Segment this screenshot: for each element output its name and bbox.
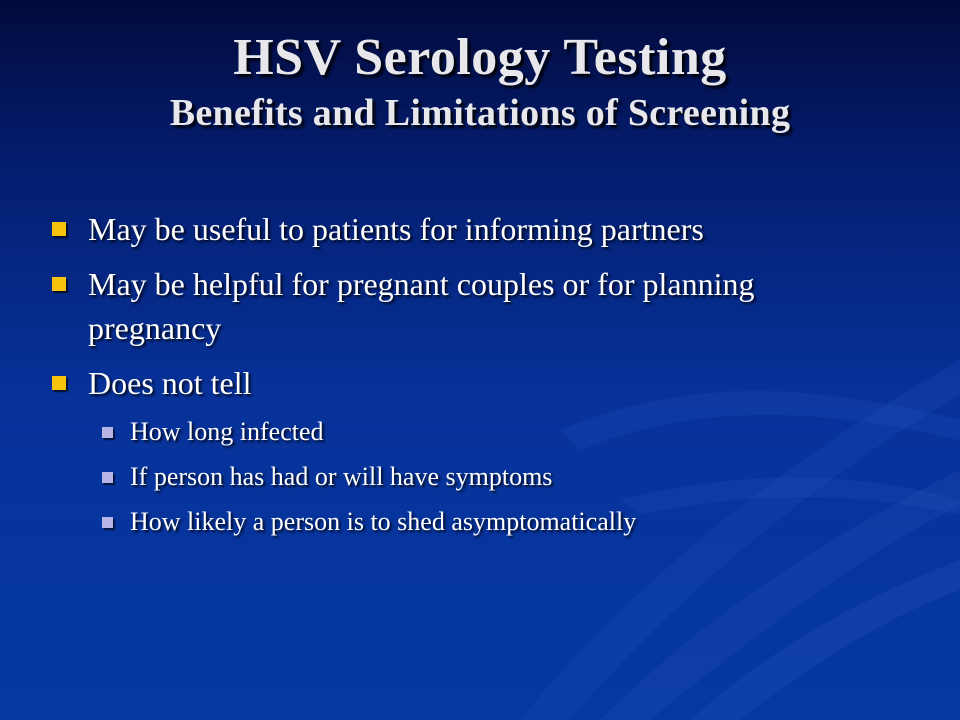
sub-bullet-marker xyxy=(102,472,113,483)
bullet-item-1: May be useful to patients for informing partners xyxy=(88,211,704,247)
slide-subtitle: Benefits and Limitations of Screening xyxy=(169,92,791,134)
bullet-marker xyxy=(52,376,66,390)
sub-bullet-item-1: How long infected xyxy=(130,417,324,446)
sub-bullet-marker xyxy=(102,517,113,528)
bullet-item-3: Does not tell xyxy=(88,365,252,401)
bullet-item-2-line2: pregnancy xyxy=(88,310,222,346)
bullet-marker xyxy=(52,222,66,236)
bullet-marker xyxy=(52,277,66,291)
sub-bullet-item-2: If person has had or will have symptoms xyxy=(130,462,553,491)
sub-bullet-item-3: How likely a person is to shed asymptomatically xyxy=(130,507,637,536)
slide-title: HSV Serology Testing xyxy=(233,29,727,86)
sub-bullet-marker xyxy=(102,427,113,438)
bullet-item-2-line1: May be helpful for pregnant couples or for planning xyxy=(88,266,755,302)
